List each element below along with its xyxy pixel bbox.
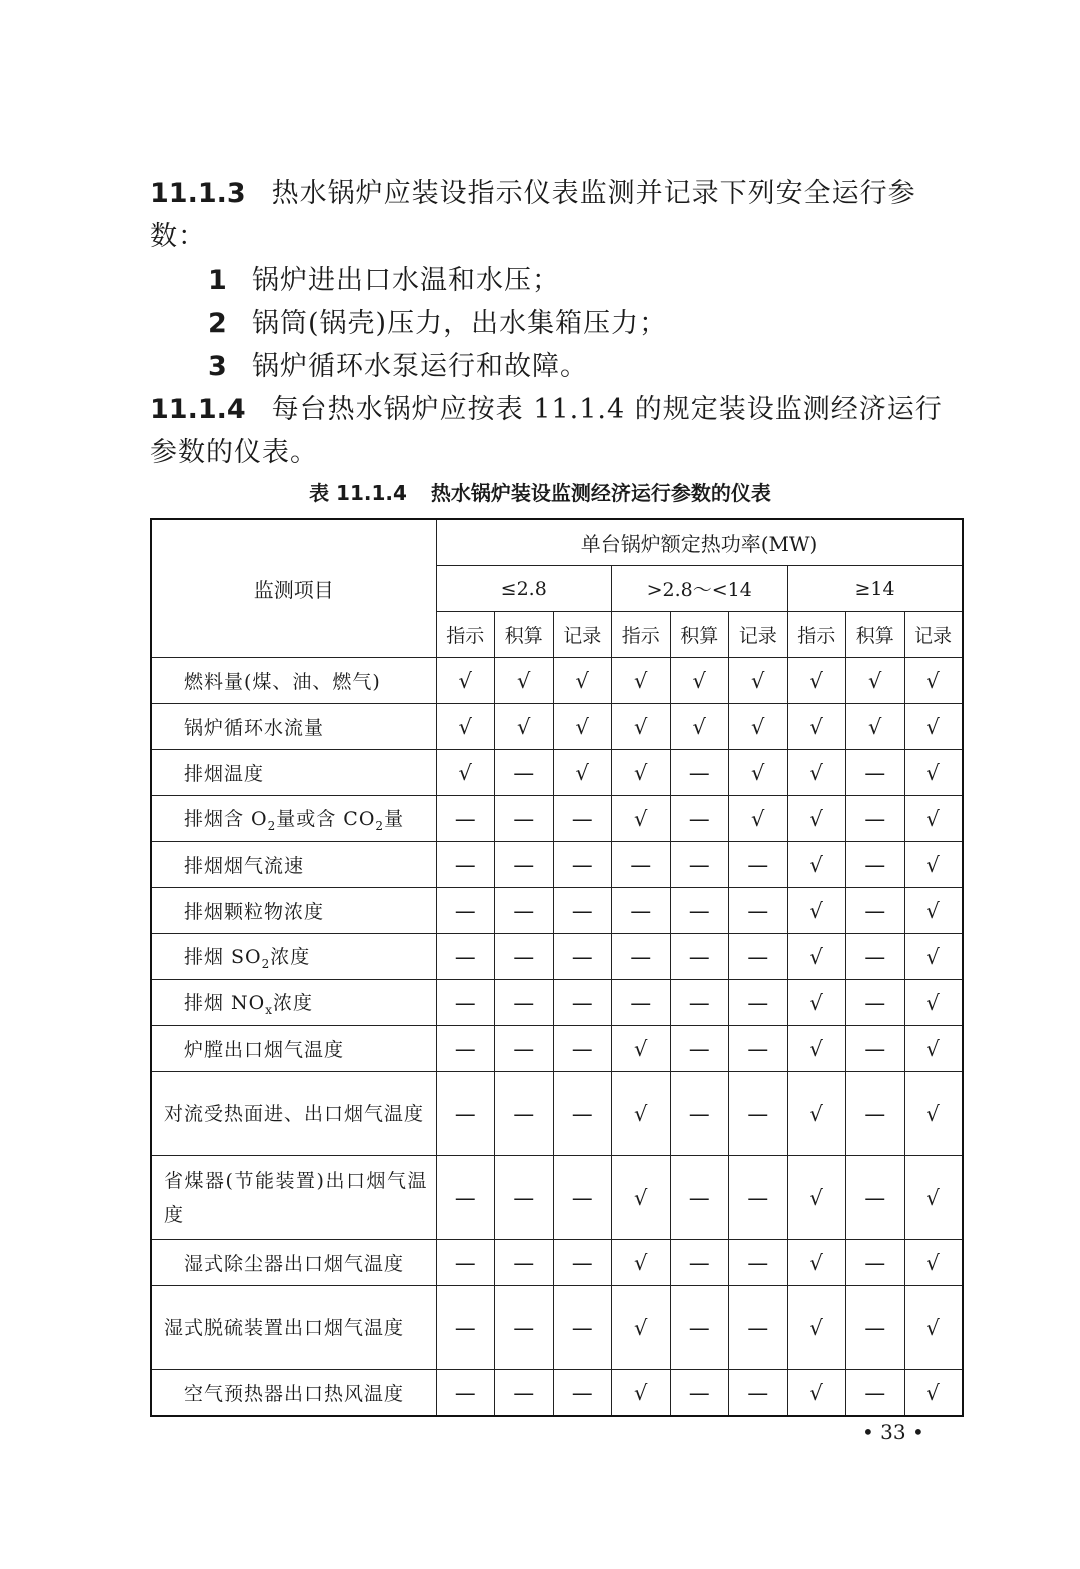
mark-cell: — [436, 1156, 495, 1240]
range-header: ≤2.8 [436, 566, 612, 612]
mark-cell: — [553, 888, 612, 934]
list-item-number: 3 [208, 351, 228, 382]
mark-cell: √ [904, 658, 963, 704]
sub-header: 指示 [787, 612, 846, 658]
table-row [151, 1286, 963, 1370]
mark-cell: √ [787, 750, 846, 796]
mark-cell: — [729, 1026, 788, 1072]
row-label: 排烟温度 [151, 750, 436, 796]
row-label: 炉膛出口烟气温度 [151, 1026, 436, 1072]
mark-cell: — [553, 1370, 612, 1417]
table-row [151, 1026, 963, 1072]
row-label-part: 量 [384, 808, 405, 831]
list-item [208, 259, 560, 302]
row-label [151, 980, 436, 1026]
row-label-part: 量或含 CO [276, 808, 376, 831]
mark-cell: √ [436, 658, 495, 704]
sub-header: 积算 [670, 612, 729, 658]
range-header: ≥14 [787, 566, 963, 612]
mark-cell: — [553, 842, 612, 888]
mark-cell: — [670, 1370, 729, 1417]
mark-cell: — [436, 980, 495, 1026]
row-label: 省煤器(节能装置)出口烟气温度 [151, 1156, 436, 1240]
list-item-text: 锅筒(锅壳)压力，出水集箱压力； [252, 308, 668, 339]
mark-cell: √ [904, 1286, 963, 1370]
row-label: 湿式除尘器出口烟气温度 [151, 1240, 436, 1286]
page-number: • 33 • [862, 1420, 924, 1444]
mark-cell: √ [904, 796, 963, 842]
power-header: 单台锅炉额定热功率(MW) [436, 519, 963, 566]
mark-cell: √ [612, 704, 671, 750]
mark-cell: — [495, 934, 554, 980]
mark-cell: — [495, 1026, 554, 1072]
mark-cell: √ [787, 980, 846, 1026]
mark-cell: √ [787, 842, 846, 888]
mark-cell: — [553, 1240, 612, 1286]
mark-cell: — [495, 842, 554, 888]
range-header: >2.8～<14 [612, 566, 788, 612]
mark-cell: — [846, 1370, 905, 1417]
sub-header: 指示 [436, 612, 495, 658]
table-caption-title: 热水锅炉装设监测经济运行参数的仪表 [430, 481, 771, 505]
mark-cell: √ [495, 658, 554, 704]
mark-cell: — [436, 1240, 495, 1286]
row-label: 空气预热器出口热风温度 [151, 1370, 436, 1417]
mark-cell: √ [904, 980, 963, 1026]
mark-cell: — [670, 1286, 729, 1370]
mark-cell: — [612, 934, 671, 980]
mark-cell: √ [904, 1072, 963, 1156]
mark-cell: √ [904, 842, 963, 888]
table-row [151, 1156, 963, 1240]
mark-cell: — [670, 1156, 729, 1240]
mark-cell: — [729, 1240, 788, 1286]
table-row [151, 704, 963, 750]
list-item-text: 锅炉进出口水温和水压； [252, 265, 560, 296]
mark-cell: — [495, 980, 554, 1026]
mark-cell: — [729, 934, 788, 980]
mark-cell: — [553, 1286, 612, 1370]
row-label: 湿式脱硫装置出口烟气温度 [151, 1286, 436, 1370]
mark-cell: — [495, 888, 554, 934]
mark-cell: √ [787, 1240, 846, 1286]
mark-cell: — [553, 934, 612, 980]
table-row [151, 658, 963, 704]
mark-cell: — [495, 750, 554, 796]
mark-cell: — [846, 934, 905, 980]
row-label-subscript: 2 [267, 818, 277, 833]
table-row [151, 980, 963, 1026]
table-row [151, 750, 963, 796]
row-label: 对流受热面进、出口烟气温度 [151, 1072, 436, 1156]
mark-cell: — [846, 842, 905, 888]
mark-cell: — [553, 1026, 612, 1072]
mark-cell: √ [612, 1286, 671, 1370]
table-caption-number: 表 11.1.4 [309, 481, 407, 505]
mark-cell: — [729, 888, 788, 934]
mark-cell: √ [846, 704, 905, 750]
mark-cell: — [846, 750, 905, 796]
mark-cell: — [553, 796, 612, 842]
row-label: 燃料量(煤、油、燃气) [151, 658, 436, 704]
mark-cell: √ [612, 1240, 671, 1286]
mark-cell: — [495, 1156, 554, 1240]
table-row [151, 842, 963, 888]
mark-cell: — [612, 888, 671, 934]
table-row [151, 1072, 963, 1156]
clause-number: 11.1.3 [150, 178, 246, 209]
mark-cell: — [436, 888, 495, 934]
list-item [208, 302, 667, 345]
mark-cell: — [436, 796, 495, 842]
row-label-part: 排烟 NO [184, 992, 266, 1015]
mark-cell: √ [612, 1072, 671, 1156]
mark-cell: √ [904, 1156, 963, 1240]
mark-cell: √ [729, 750, 788, 796]
mark-cell: √ [612, 658, 671, 704]
mark-cell: — [436, 934, 495, 980]
mark-cell: √ [787, 934, 846, 980]
mark-cell: √ [787, 1156, 846, 1240]
mark-cell: — [670, 934, 729, 980]
row-label [151, 934, 436, 980]
mark-cell: — [553, 1156, 612, 1240]
mark-cell: — [729, 842, 788, 888]
mark-cell: √ [787, 1370, 846, 1417]
row-label: 排烟烟气流速 [151, 842, 436, 888]
mark-cell: √ [670, 658, 729, 704]
mark-cell: — [436, 1370, 495, 1417]
table-row [151, 796, 963, 842]
sub-header: 积算 [846, 612, 905, 658]
row-label-part: 排烟含 O [184, 808, 268, 831]
mark-cell: — [495, 1072, 554, 1156]
mark-cell: √ [612, 796, 671, 842]
mark-cell: — [670, 1240, 729, 1286]
mark-cell: — [729, 980, 788, 1026]
row-label-subscript: 2 [375, 818, 385, 833]
mark-cell: — [670, 1026, 729, 1072]
mark-cell: — [495, 1286, 554, 1370]
mark-cell: √ [553, 658, 612, 704]
table-caption [0, 478, 1080, 508]
clause-11-1-3 [150, 172, 965, 258]
mark-cell: √ [612, 750, 671, 796]
mark-cell: √ [904, 1370, 963, 1417]
mark-cell: √ [904, 888, 963, 934]
mark-cell: — [436, 1072, 495, 1156]
table-row [151, 1370, 963, 1417]
mark-cell: — [495, 796, 554, 842]
mark-cell: √ [904, 1240, 963, 1286]
mark-cell: — [495, 1370, 554, 1417]
mark-cell: √ [553, 704, 612, 750]
mark-cell: — [846, 1026, 905, 1072]
mark-cell: — [436, 1026, 495, 1072]
mark-cell: — [729, 1156, 788, 1240]
list-item-number: 1 [208, 265, 228, 296]
mark-cell: √ [612, 1156, 671, 1240]
table-row [151, 888, 963, 934]
table-row [151, 1240, 963, 1286]
mark-cell: √ [787, 1026, 846, 1072]
row-label-part: 浓度 [270, 946, 311, 969]
mark-cell: — [846, 796, 905, 842]
mark-cell: — [495, 1240, 554, 1286]
list-item-number: 2 [208, 308, 228, 339]
mark-cell: √ [787, 796, 846, 842]
row-label-part: 浓度 [273, 992, 314, 1015]
list-item [208, 345, 588, 388]
mark-cell: √ [436, 704, 495, 750]
mark-cell: √ [904, 934, 963, 980]
mark-cell: √ [729, 658, 788, 704]
mark-cell: — [612, 842, 671, 888]
mark-cell: — [846, 1240, 905, 1286]
list-item-text: 锅炉循环水泵运行和故障。 [252, 351, 588, 382]
mark-cell: — [670, 980, 729, 1026]
mark-cell: √ [612, 1026, 671, 1072]
mark-cell: — [670, 1072, 729, 1156]
mark-cell: — [670, 796, 729, 842]
mark-cell: √ [612, 1370, 671, 1417]
mark-cell: — [846, 1286, 905, 1370]
mark-cell: — [729, 1286, 788, 1370]
clause-text: 每台热水锅炉应按表 11.1.4 的规定装设监测经济运行参数的仪表。 [150, 394, 943, 468]
sub-header: 积算 [495, 612, 554, 658]
mark-cell: √ [553, 750, 612, 796]
mark-cell: √ [904, 704, 963, 750]
row-label [151, 796, 436, 842]
monitoring-table [150, 518, 964, 1417]
mark-cell: — [846, 980, 905, 1026]
table-row [151, 934, 963, 980]
mark-cell: √ [495, 704, 554, 750]
mark-cell: — [846, 1072, 905, 1156]
sub-header: 记录 [553, 612, 612, 658]
mark-cell: — [729, 1072, 788, 1156]
mark-cell: — [846, 888, 905, 934]
mark-cell: √ [670, 704, 729, 750]
mark-cell: √ [846, 658, 905, 704]
mark-cell: — [670, 842, 729, 888]
mark-cell: √ [436, 750, 495, 796]
mark-cell: — [670, 750, 729, 796]
mark-cell: √ [904, 750, 963, 796]
mark-cell: √ [787, 888, 846, 934]
mark-cell: — [553, 980, 612, 1026]
clause-text: 热水锅炉应装设指示仪表监测并记录下列安全运行参数： [150, 178, 916, 252]
mark-cell: √ [729, 704, 788, 750]
mark-cell: — [436, 842, 495, 888]
mark-cell: √ [904, 1026, 963, 1072]
sub-header: 指示 [612, 612, 671, 658]
mark-cell: — [846, 1156, 905, 1240]
sub-header: 记录 [729, 612, 788, 658]
row-label-part: 排烟 SO [184, 946, 262, 969]
mark-cell: — [670, 888, 729, 934]
sub-header: 记录 [904, 612, 963, 658]
row-label: 锅炉循环水流量 [151, 704, 436, 750]
mark-cell: √ [729, 796, 788, 842]
mark-cell: — [729, 1370, 788, 1417]
mark-cell: √ [787, 1286, 846, 1370]
mark-cell: √ [787, 1072, 846, 1156]
clause-11-1-4 [150, 388, 965, 474]
item-header: 监测项目 [151, 519, 436, 658]
mark-cell: — [436, 1286, 495, 1370]
mark-cell: √ [787, 704, 846, 750]
mark-cell: — [553, 1072, 612, 1156]
clause-number: 11.1.4 [150, 394, 246, 425]
row-label-subscript: x [265, 1002, 274, 1017]
mark-cell: — [612, 980, 671, 1026]
mark-cell: √ [787, 658, 846, 704]
row-label-subscript: 2 [261, 956, 271, 971]
row-label: 排烟颗粒物浓度 [151, 888, 436, 934]
